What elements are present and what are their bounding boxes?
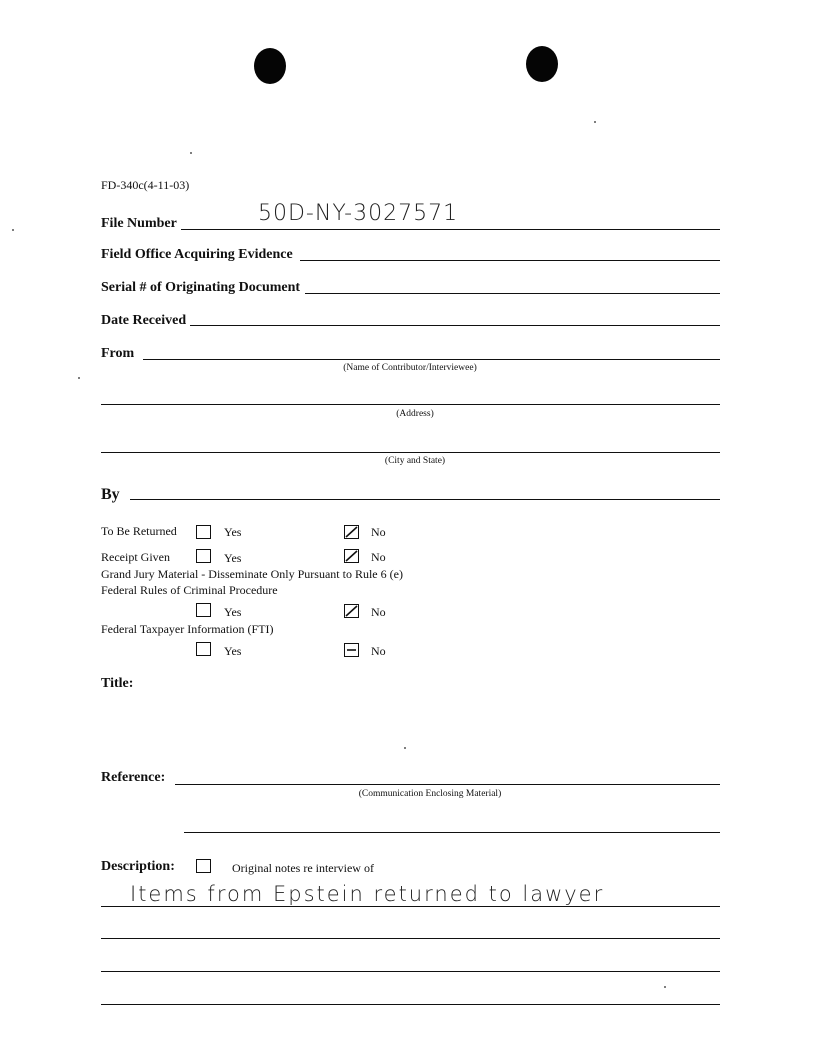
field-office-label: Field Office Acquiring Evidence [101,247,293,262]
description-line-3 [101,971,720,972]
from-label: From [101,346,135,361]
name-caption: (Name of Contributor/Interviewee) [343,363,477,373]
grand-jury-no-label: No [371,605,386,619]
city-state-caption: (City and State) [384,456,446,466]
fti-yes-checkbox[interactable] [196,642,211,656]
address-caption: (Address) [396,409,434,419]
field-office-line [300,260,720,261]
file-number-line [181,229,720,230]
original-notes-checkbox[interactable] [196,859,211,873]
grand-jury-yes-checkbox[interactable] [196,603,211,617]
reference-line [175,784,720,785]
grand-jury-no-checkbox[interactable] [344,604,359,618]
check-mark-icon [345,550,358,562]
grand-jury-line2: Federal Rules of Criminal Procedure [101,583,278,597]
receipt-given-no-checkbox[interactable] [344,549,359,563]
to-be-returned-no-checkbox[interactable] [344,525,359,539]
serial-line [305,293,720,294]
reference-label: Reference: [101,770,166,785]
by-line [130,499,720,500]
receipt-given-no-label: No [371,550,386,564]
original-notes-label: Original notes re interview of [232,861,374,875]
to-be-returned-yes-checkbox[interactable] [196,525,211,539]
to-be-returned-label: To Be Returned [101,524,177,538]
fti-label: Federal Taxpayer Information (FTI) [101,622,274,636]
date-received-line [190,325,720,326]
by-label: By [101,486,120,503]
description-value: Items from Epstein returned to lawyer [130,882,605,906]
check-mark-icon [345,644,358,656]
fti-yes-label: Yes [224,644,242,658]
fti-no-label: No [371,644,386,658]
check-mark-icon [345,605,358,617]
form-id: FD-340c(4-11-03) [101,178,190,192]
scan-speck [12,229,14,231]
punch-hole-left [254,48,286,84]
grand-jury-yes-label: Yes [224,605,242,619]
title-label: Title: [101,676,134,691]
date-received-label: Date Received [101,313,187,328]
check-mark-icon [345,526,358,538]
grand-jury-line1: Grand Jury Material - Disseminate Only Pursuant to Rule 6 (e) [101,567,403,581]
description-line-1 [101,906,720,907]
from-line [143,359,720,360]
scan-speck [664,986,666,988]
description-label: Description: [101,859,175,874]
city-state-line [101,452,720,453]
receipt-given-label: Receipt Given [101,550,170,564]
to-be-returned-no-label: No [371,525,386,539]
serial-label: Serial # of Originating Document [101,280,301,295]
reference-caption: (Communication Enclosing Material) [358,789,502,799]
fti-no-checkbox[interactable] [344,643,359,657]
scan-speck [594,121,596,123]
file-number-value: 50D-NY-3027571 [258,201,459,226]
description-line-4 [101,1004,720,1005]
reference-line-2 [184,832,720,833]
to-be-returned-yes-label: Yes [224,525,242,539]
receipt-given-yes-label: Yes [224,551,242,565]
punch-hole-right [526,46,558,82]
description-line-2 [101,938,720,939]
receipt-given-yes-checkbox[interactable] [196,549,211,563]
scan-speck [190,152,192,154]
scan-speck [78,377,80,379]
scan-speck [404,747,406,749]
address-line [101,404,720,405]
file-number-label: File Number [101,216,177,231]
